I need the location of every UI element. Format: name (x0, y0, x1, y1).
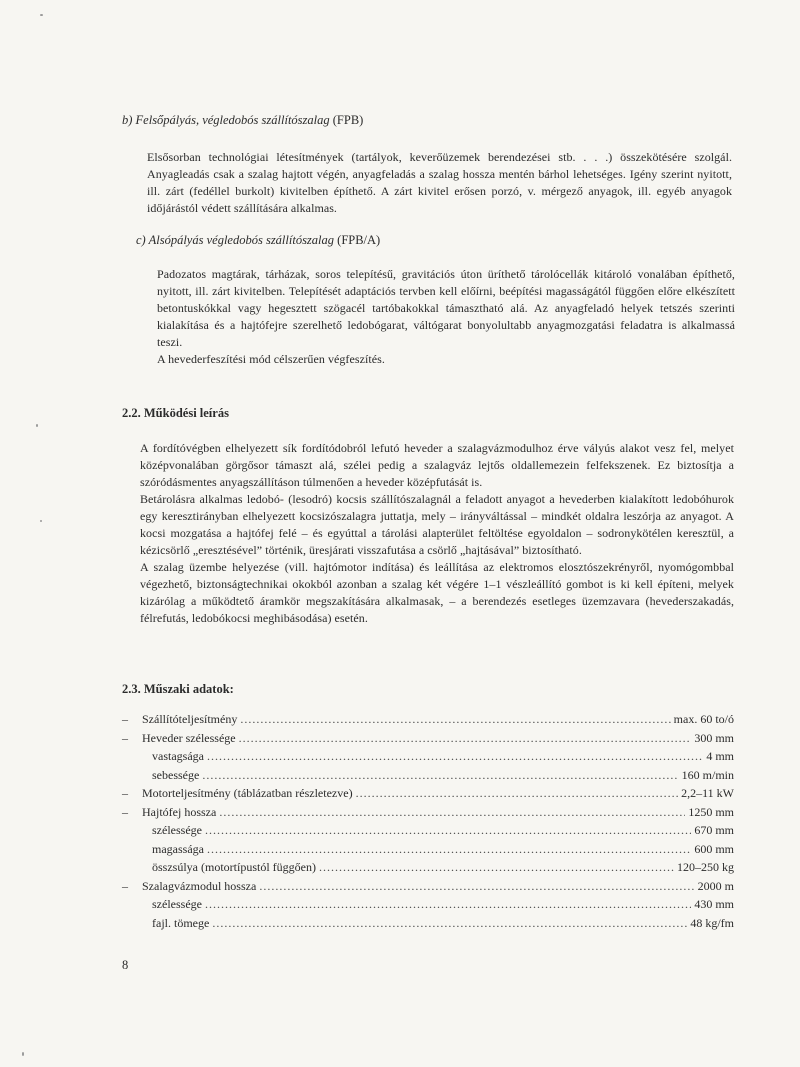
spec-label: vastagsága (152, 749, 204, 763)
spec-label: Szalagvázmodul hossza (142, 878, 257, 893)
spec-row-capacity (122, 710, 734, 729)
spec-dash: – (122, 786, 128, 800)
spec-label: magassága (152, 841, 204, 856)
spec-value: 300 mm (694, 730, 734, 745)
section-c-heading (136, 232, 380, 248)
spec-label: szélessége (152, 897, 202, 911)
section-b-heading-title: b) Felsőpályás, végledobós szállítószalag (122, 113, 330, 127)
spec-row-drive-weight (122, 858, 734, 877)
section-c-paragraphs (157, 266, 735, 368)
spec-dash: – (122, 804, 128, 819)
section-b-heading-code: (FPB) (332, 113, 364, 127)
spec-label: Szállítóteljesítmény (142, 712, 238, 726)
spec-dash: – (122, 730, 128, 745)
spec-row-belt-thickness (122, 747, 734, 766)
spec-label: szélessége (152, 823, 202, 837)
section-22-paragraphs (140, 440, 734, 627)
spec-value: 1250 mm (688, 804, 734, 819)
section-c-heading-title: c) Alsópályás végledobós szállítószalag (136, 233, 335, 247)
spec-row-drive-length (122, 803, 734, 822)
spec-value: 670 mm (694, 823, 734, 837)
scan-speck (40, 14, 43, 16)
spec-value: 160 m/min (681, 767, 734, 782)
section-c-heading-code: (FPB/A) (337, 233, 381, 247)
spec-value: 4 mm (706, 749, 734, 763)
spec-row-belt-speed (122, 766, 734, 785)
section-22-paragraph-2: Betárolásra alkalmas ledobó- (lesodró) kocsis szállítószalagnál a feladott anyagot a hevederben kialakított ledobóhurok egy keresztirányban elhelyezett kocsizószalagra juttatja, mely – irányváltással – mindkét oldalra leszórja az anyagot. A kocsi mozgatása a hajtófej felé – és egyúttal a tárolási alapterület feltöltése egyoldalon – sodronykötélen keresztül, a kézicsörlő „eresztésével” történik, üresjárati visszafutása a csörlő „hajtásával” biztosítható. (140, 492, 734, 557)
section-b-text: Elsősorban technológiai létesítmények (tartályok, keverőüzemek berendezései stb. . . .) összekötésére szolgál. Anyagleadás csak a szalag hajtott végén, anyagfeladás a szalag hossza mentén bárhol lehetséges. Igény szerint nyitott, ill. zárt (fedéllel burkolt) kivitelben építhető. A zárt kivitel erősen porzó, v. mérgező anyagok, ill. egyéb anyagok időjárástól védett szállítására alkalmas. (147, 150, 732, 215)
section-22-heading: 2.2. Működési leírás (122, 406, 229, 420)
spec-label: Motorteljesítmény (táblázatban részletezve) (142, 786, 353, 800)
section-b-heading (122, 112, 363, 128)
section-22-paragraph-1: A fordítóvégben elhelyezett sík fordítódobról lefutó heveder a szalagvázmodulhoz érve vályús alakot vesz fel, melyet középvonalában görgősor támaszt alá, szélei pedig a szalagváz lejtős oldallemezein felfekszenek. Ez biztosítja a szóródásmentes anyagszállításon túlmenően a heveder középfutását is. (140, 441, 734, 489)
scan-speck (22, 1052, 24, 1056)
scan-speck (36, 424, 38, 427)
spec-row-module-length (122, 877, 734, 896)
spec-row-module-weight (122, 914, 734, 933)
leader-dots (356, 784, 679, 803)
spec-row-drive-height (122, 840, 734, 859)
spec-list (122, 710, 734, 932)
spec-value: 2,2–11 kW (681, 786, 734, 800)
spec-value: 430 mm (694, 897, 734, 911)
scan-speck (40, 520, 42, 522)
spec-value: 48 kg/fm (690, 915, 734, 930)
leader-dots (207, 840, 691, 859)
leader-dots (207, 747, 703, 766)
spec-value: 2000 m (697, 878, 734, 893)
spec-row-belt-width (122, 729, 734, 748)
section-c-paragraph-1: Padozatos magtárak, tárházak, soros telepítésű, gravitációs úton üríthető tárolócellák kitároló vonalában építhető, nyitott, ill. zárt kivitelben. Telepítését adaptációs tervben kell előírni, beépítési magasságától függően előre elkészített betontuskókkal vagy hegesztett szögacél tartóbakokkal támasztható alá. Az anyagfeladó helyek tetszés szerinti kialakítása és a hajtófejre szerelhető ledobógarat, váltógarat bonyolultabb anyagmozgatási feladatra is alkalmassá teszi. (157, 267, 735, 349)
spec-dash: – (122, 712, 128, 726)
spec-row-module-width (122, 895, 734, 914)
spec-label: fajl. tömege (152, 915, 210, 930)
section-c-paragraph-2: A hevederfeszítési mód célszerűen végfeszítés. (157, 352, 385, 366)
leader-dots (259, 877, 694, 896)
spec-label: sebessége (152, 767, 200, 782)
leader-dots (205, 821, 691, 840)
section-b-paragraph (147, 149, 732, 217)
spec-row-drive-width (122, 821, 734, 840)
spec-label: összsúlya (motortípustól függően) (152, 860, 316, 874)
leader-dots (239, 729, 692, 748)
leader-dots (240, 710, 670, 729)
spec-value: 120–250 kg (677, 860, 734, 874)
spec-label: Hajtófej hossza (142, 804, 217, 819)
leader-dots (219, 803, 685, 822)
leader-dots (202, 766, 678, 785)
spec-row-motor-power (122, 784, 734, 803)
leader-dots (212, 914, 687, 933)
section-23-heading: 2.3. Műszaki adatok: (122, 682, 234, 696)
section-22-paragraph-3: A szalag üzembe helyezése (vill. hajtómotor indítása) és leállítása az elektromos elosztószekrényről, nyomógombbal végezhető, biztonságtechnikai okokból azonban a szalag két végére 1–1 vészleállító gombot is ki kell építeni, melyek kizárólag a működtető áramkör megszakítására alkalmasak, – a berendezés esetleges üzemzavara (hevederszakadás, félrefutás, ledobókocsi meghibásodása) esetén. (140, 560, 734, 625)
page-number: 8 (122, 958, 129, 972)
spec-label: Heveder szélessége (142, 730, 236, 745)
spec-value: 600 mm (694, 841, 734, 856)
spec-value: max. 60 to/ó (673, 712, 734, 726)
leader-dots (319, 858, 674, 877)
spec-dash: – (122, 878, 128, 893)
leader-dots (205, 895, 691, 914)
